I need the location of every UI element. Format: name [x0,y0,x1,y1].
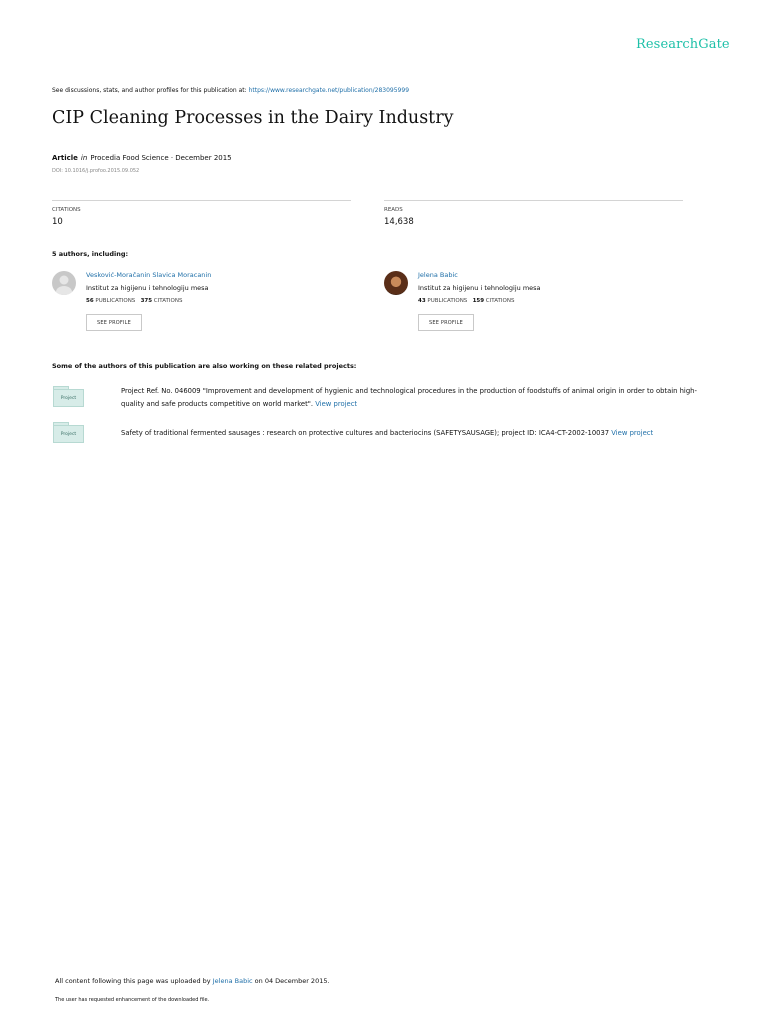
author-name-link[interactable]: Jelena Babic [418,271,458,279]
citations-value: 10 [52,217,63,227]
project-text: Project Ref. No. 046009 "Improvement and development of hygienic and technological procedures in the production of foodstuffs of animal origin in order to obtain high-quality and safe products competitive on world market". [121,387,697,408]
project-text: Safety of traditional fermented sausages : research on protective cultures and bacteriocins (SAFETYSAUSAGE); project ID: ICA4-CT-2002-10037 [121,429,610,437]
journal-date: Procedia Food Science · December 2015 [90,154,232,162]
author-name-link[interactable]: Vesković-Moračanin Slavica Moracanin [86,271,212,279]
author-photo[interactable] [384,271,408,295]
uploader-link[interactable]: Jelena Babic [212,977,253,985]
authors-heading: 5 authors, including: [52,250,129,258]
see-profile-button[interactable]: SEE PROFILE [418,314,474,331]
reads-divider [384,200,683,201]
article-type: Article [52,154,78,162]
author-publications-count: 56 [86,298,94,304]
avatar-placeholder-icon[interactable] [52,271,76,295]
citations-label: CITATIONS [153,298,183,304]
project-folder-icon[interactable] [53,386,84,407]
uploaded-by-line [55,977,330,985]
citations-label: CITATIONS [52,207,81,213]
author-publications-count: 43 [418,298,426,304]
publications-label: PUBLICATIONS [427,298,468,304]
see-discussions-line [52,87,409,94]
view-project-link[interactable]: View project [611,429,654,437]
reads-value: 14,638 [384,217,414,227]
in-label: in [80,154,88,162]
see-profile-button[interactable]: SEE PROFILE [86,314,142,331]
reads-label: READS [384,207,403,213]
publication-url-link[interactable]: https://www.researchgate.net/publication/283095999 [248,87,410,94]
publications-label: PUBLICATIONS [95,298,136,304]
author-citations-count: 375 [140,298,153,304]
article-meta [52,154,232,162]
uploaded-suffix: on 04 December 2015. [254,977,330,985]
researchgate-logo[interactable]: ResearchGate [636,37,730,52]
request-note: The user has requested enhancement of the downloaded file. [55,997,210,1003]
project-icon-label: Project [53,425,84,443]
author-institution[interactable]: Institut za higijenu i tehnologiju mesa [86,284,209,292]
project-folder-icon[interactable] [53,422,84,443]
author-stats [418,298,514,304]
see-discussions-text: See discussions, stats, and author profiles for this publication at: [52,87,247,94]
uploaded-prefix: All content following this page was uploaded by [55,977,211,985]
project-description [121,385,713,411]
citations-divider [52,200,351,201]
project-description [121,427,713,440]
projects-heading: Some of the authors of this publication are also working on these related projects: [52,362,357,370]
citations-label: CITATIONS [485,298,515,304]
view-project-link[interactable]: View project [315,400,358,408]
author-citations-count: 159 [472,298,485,304]
doi[interactable]: DOI: 10.1016/j.profoo.2015.09.052 [52,168,140,174]
author-stats [86,298,182,304]
project-icon-label: Project [53,389,84,407]
author-institution[interactable]: Institut za higijenu i tehnologiju mesa [418,284,541,292]
page-title: CIP Cleaning Processes in the Dairy Industry [52,108,454,128]
